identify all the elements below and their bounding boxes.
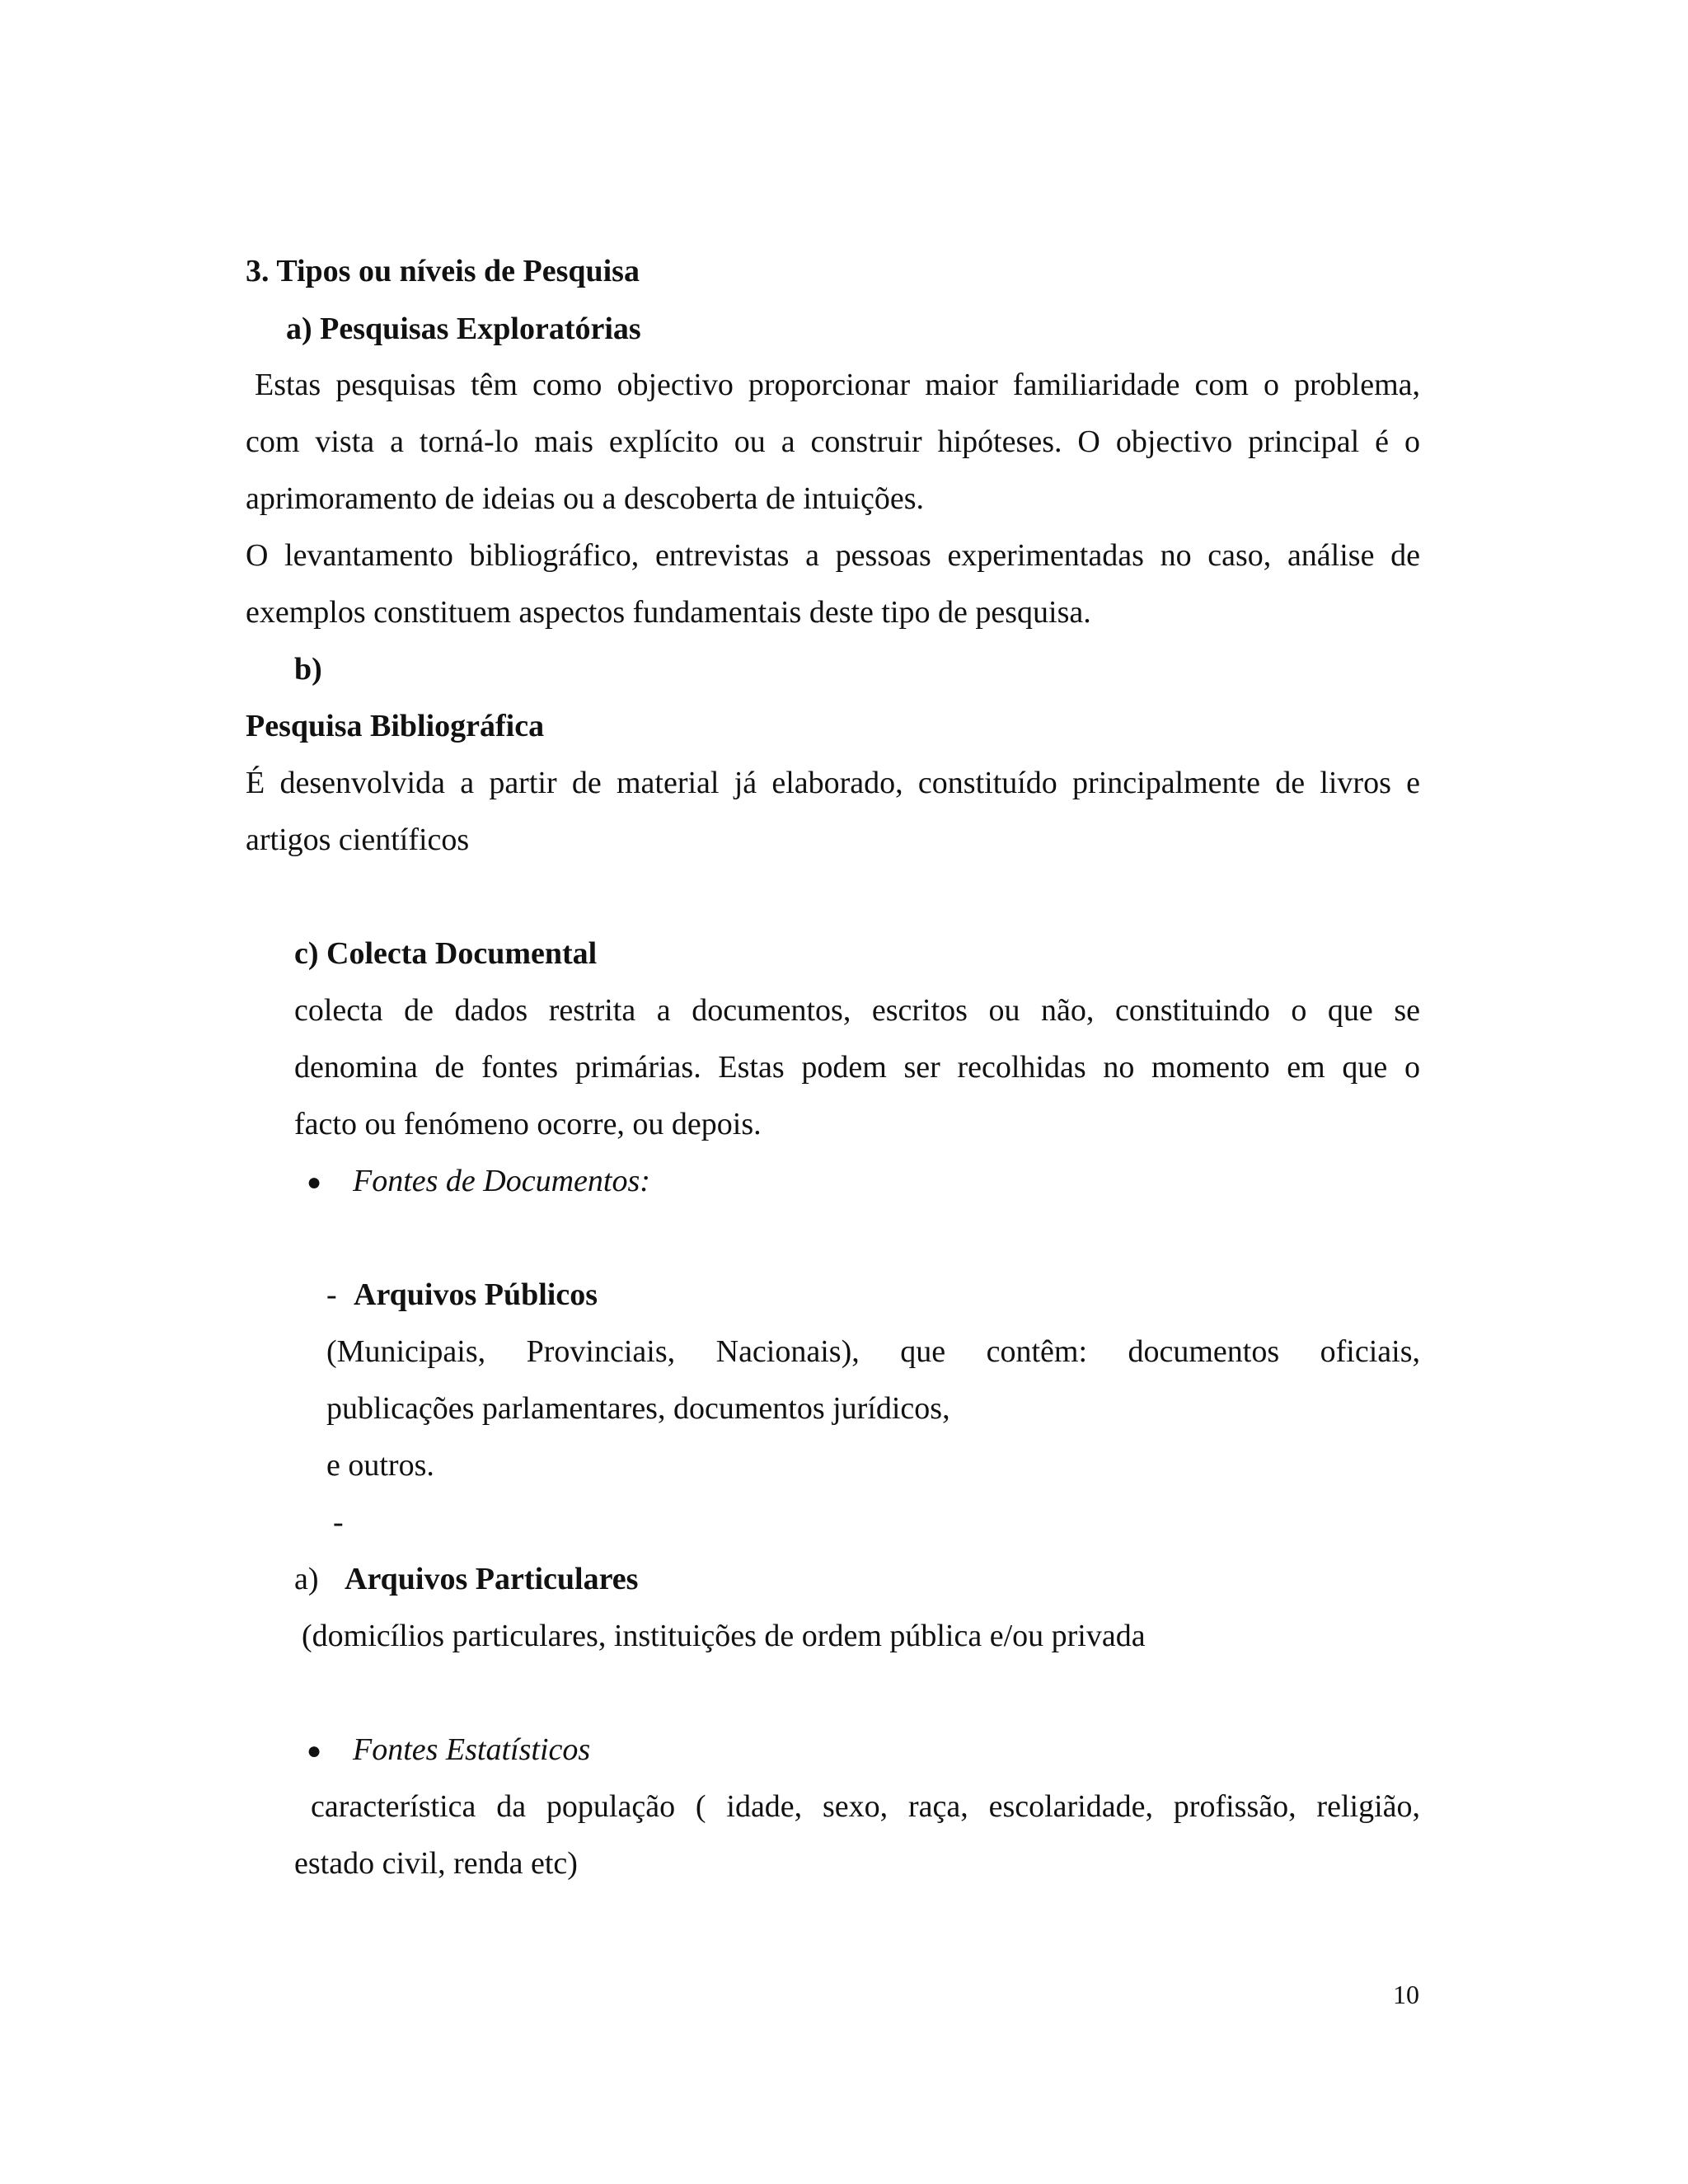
paragraph-line: estado civil, renda etc) <box>294 1846 578 1881</box>
bullet-icon: ● <box>307 1169 322 1196</box>
paragraph-line: É desenvolvida a partir de material já elaborado, constituído principalmente de livros e <box>246 766 1420 800</box>
bullet-item-statistical-sources: Fontes Estatísticos <box>353 1732 591 1767</box>
paragraph-line: publicações parlamentares, documentos jurídicos, <box>326 1391 950 1426</box>
paragraph-line: artigos científicos <box>246 823 470 857</box>
paragraph-line: (Municipais, Provinciais, Nacionais), que contêm: documentos oficiais, <box>326 1334 1420 1369</box>
section-c-title: c) Colecta Documental <box>294 936 598 971</box>
paragraph-line: aprimoramento de ideias ou a descoberta de intuições. <box>246 481 925 516</box>
section-a-title: a) Pesquisas Exploratórias <box>286 312 641 346</box>
private-archives-marker: a) <box>294 1562 319 1596</box>
section-heading: 3. Tipos ou níveis de Pesquisa <box>246 254 640 288</box>
bullet-item-document-sources: Fontes de Documentos: <box>353 1164 650 1198</box>
paragraph-line: colecta de dados restrita a documentos, escritos ou não, constituindo o que se <box>294 993 1420 1028</box>
list-dash: - <box>333 1505 344 1540</box>
paragraph-line: exemplos constituem aspectos fundamentais deste tipo de pesquisa. <box>246 595 1091 630</box>
private-archives-title: Arquivos Particulares <box>345 1562 639 1596</box>
paragraph-line: com vista a torná-lo mais explícito ou a construir hipóteses. O objectivo principal é o <box>246 424 1420 459</box>
section-b-title: Pesquisa Bibliográfica <box>246 709 545 743</box>
list-dash: - <box>326 1277 337 1312</box>
paragraph-line: facto ou fenómeno ocorre, ou depois. <box>294 1107 762 1141</box>
paragraph-line: O levantamento bibliográfico, entrevistas a pessoas experimentadas no caso, análise de <box>246 538 1420 573</box>
paragraph-line: Estas pesquisas têm como objectivo proporcionar maior familiaridade com o problema, <box>255 368 1420 402</box>
page-number: 10 <box>1393 1980 1419 2009</box>
paragraph-line: denomina de fontes primárias. Estas podem ser recolhidas no momento em que o <box>294 1050 1420 1085</box>
paragraph-line: (domicílios particulares, instituições de ordem pública e/ou privada <box>302 1619 1146 1653</box>
paragraph-line: característica da população ( idade, sexo, raça, escolaridade, profissão, religião, <box>311 1789 1420 1824</box>
bullet-icon: ● <box>307 1737 322 1765</box>
public-archives-title: Arquivos Públicos <box>354 1277 598 1312</box>
section-b-marker: b) <box>294 652 322 687</box>
paragraph-line: e outros. <box>326 1448 434 1483</box>
